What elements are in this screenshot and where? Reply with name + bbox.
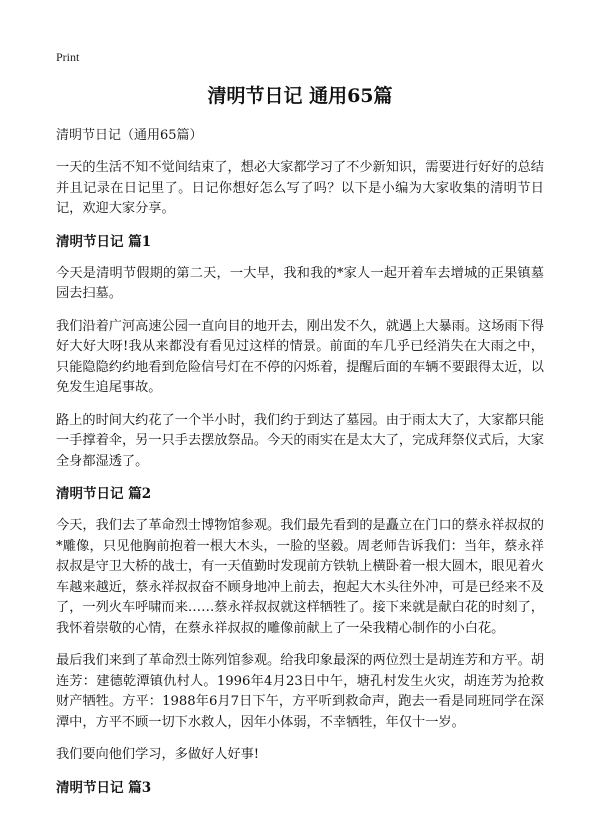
document-subtitle: 清明节日记（通用65篇） <box>56 128 203 143</box>
paragraph: 今天，我们去了革命烈士博物馆参观。我们最先看到的是矗立在门口的蔡永祥叔叔的*雕像，只见他胸前抱着一根大木头，一脸的坚毅。周老师告诉我们：当年，蔡永祥叔叔是守卫大桥的战士，有一天值勤时发现前方铁轨上横卧着一根大圆木，眼见着火车越来越近，蔡永祥叔叔奋不顾身地冲上前去，抱起大木头往外冲，可是已经来不及了，一列火车呼啸而来……蔡永祥叔叔就这样牺牲了。接下来就是献白花的时刻了，我怀着崇敬的心情，在蔡永祥叔叔的雕像前献上了一朵我精心制作的小白花。 <box>56 518 544 636</box>
print-link[interactable]: Print <box>56 50 80 64</box>
document-title: 清明节日记 通用65篇 <box>207 85 393 107</box>
paragraph: 最后我们来到了革命烈士陈列馆参观。给我印象最深的两位烈士是胡连芳和方平。胡连芳：建德乾潭镇仇村人。1996年4月23日中午，塘孔村发生火灾，胡连芳为抢救财产牺牲。方平：1988年6月7日下午，方平听到救命声，跑去一看是同班同学在深潭中，方平不顾一切下水救人，因年小体弱，不幸牺牲，年仅十一岁。 <box>56 653 544 730</box>
paragraph: 我们要向他们学习，多做好人好事! <box>56 747 260 762</box>
paragraph: 我们沿着广河高速公园一直向目的地开去，刚出发不久，就遇上大暴雨。这场雨下得好大好大呀!我从来都没有看见过这样的情景。前面的车几乎已经消失在大雨之中，只能隐隐约约地看到危险信号灯在不停的闪烁着，提醒后面的车辆不要跟得太近，以免发生追尾事故。 <box>56 318 544 395</box>
section-heading: 清明节日记 篇2 <box>56 486 152 502</box>
intro-paragraph: 一天的生活不知不觉间结束了，想必大家都学习了不少新知识，需要进行好好的总结并且记录在日记里了。日记你想好怎么写了吗？以下是小编为大家收集的清明节日记，欢迎大家分享。 <box>56 160 544 216</box>
section-1 <box>56 232 544 473</box>
section-3 <box>56 778 544 798</box>
paragraph: 今天是清明节假期的第二天，一大早，我和我的*家人一起开着车去增城的正果镇墓园去扫墓。 <box>56 265 544 301</box>
section-heading: 清明节日记 篇3 <box>56 779 152 796</box>
section-2 <box>56 484 544 766</box>
paragraph: 路上的时间大约花了一个半小时，我们约于到达了墓园。由于雨太大了，大家都只能一手撑着伞，另一只手去摆放祭品。今天的雨实在是太大了，完成拜祭仪式后，大家全身都湿透了。 <box>56 412 544 469</box>
section-heading: 清明节日记 篇1 <box>56 233 152 250</box>
